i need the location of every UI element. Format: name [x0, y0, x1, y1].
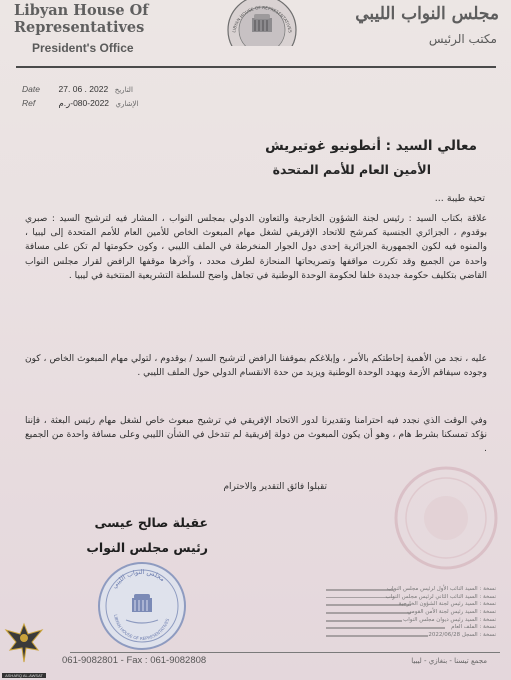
- watermark-caption: ASHARQ AL-AWSAT: [2, 673, 46, 678]
- office-name-ar: مكتب الرئيس: [428, 32, 497, 46]
- emblem-logo: [223, 0, 301, 46]
- faint-official-seal: [392, 464, 500, 572]
- header-divider: [16, 66, 496, 68]
- body-paragraph-1: علاقة بكتاب السيد : رئيس لجنة الشؤون الخارجية والتعاون الدولي بمجلس النواب ، المشار فيه لترشيح السيد : صبري بوقدوم ، الجزائري الجنسية كمرشح للاتحاد الإفريقي لشغل مهام المبعوث الخاص للأمين العام للأمم المتحدة إلى ليبيا ، والمنوه فيه لكون الجمهورية الجزائرية إحدى دول الجوار المنخرطة في الملف الليبي ، وكون حكومتها لم تكن على مسافة واحدة من الجميع وقد تكررت مواقفها وتصريحاتها المنحازة لطرف محدد ، وآخرها موقفها الرافض لقرار مجلس النواب القاضي بتكليف حكومة جديدة خلفا لحكومة الوحدة الوطنية في تجاهل واضح للسلطة التشريعية المنتخبة في ليبيا .: [25, 214, 487, 281]
- cc-line: [326, 632, 496, 640]
- cc-line: [326, 586, 496, 594]
- cc-line: [326, 624, 496, 632]
- svg-text:مجلس النواب الليبي: مجلس النواب الليبي: [110, 567, 167, 591]
- closing-line: تقبلوا فائق التقدير والاحترام: [223, 482, 327, 492]
- header-arabic: [329, 4, 499, 46]
- cc-line: [326, 617, 496, 625]
- cc-line-text: نسخة : السيد النائب الأول لرئيس مجلس النواب: [386, 586, 496, 592]
- eagle-icon: [2, 618, 46, 670]
- cc-line-text: نسخة : الملف العام: [451, 624, 496, 631]
- official-stamp: [96, 560, 188, 652]
- cc-line-rule: [326, 635, 428, 637]
- cc-line-text: نسخة : السيد رئيس لجنة الشؤون الخارجية: [398, 601, 496, 608]
- cc-line-text: نسخة : السيد النائب الثاني لرئيس مجلس النواب: [385, 593, 496, 600]
- addressee-prefix: معالي السيد :: [385, 138, 477, 154]
- ref-field: [22, 98, 138, 109]
- svg-text:LIBYAN HOUSE OF REPRESENTATIVE: LIBYAN HOUSE OF REPRESENTATIVES: [231, 4, 293, 34]
- cc-line-rule: [326, 620, 402, 622]
- office-name-en: President's Office: [32, 41, 134, 55]
- cc-line: [326, 609, 496, 617]
- addressee-name: أنطونيو غوتيريش: [265, 138, 381, 154]
- cc-line: [326, 594, 496, 602]
- cc-line: [326, 601, 496, 609]
- body-paragraph-2: عليه ، نجد من الأهمية إحاطتكم بالأمر ، وإبلاغكم بموقفنا الرافض لترشيح السيد / بوقدوم ، لتولي مهام المبعوث الخاص ، كون وجوده سيفاقم الأزمة ويهدد الوحدة الوطنية ويزيد من حدة الانقسام الدولي حول الملف الليبي .: [25, 354, 487, 379]
- addressee-line: [265, 138, 477, 154]
- date-label-ar: التاريخ: [114, 86, 133, 94]
- greeting: تحية طيبة ...: [434, 193, 485, 204]
- ref-label-en: Ref: [22, 98, 36, 108]
- body-paragraph-3: وفي الوقت الذي نجدد فيه احترامنا وتقديرنا لدور الاتحاد الإفريقي في ترشيح مبعوث خاص لشغل مهام رئيس البعثة ، فإننا نؤكد تمسكنا بشرط هام ، وهو أن يكون المبعوث من دولة إفريقية لم تتدخل في الشأن الليبي وعلى مسافة واحدة من الجميع .: [25, 416, 487, 455]
- signatory-name: عقيلة صالح عيسى: [94, 515, 208, 530]
- footer-phone-fax: 061-9082801 - Fax : 061-9082808: [62, 655, 207, 666]
- date-field: [22, 84, 133, 94]
- ref-label-ar: الإشاري: [115, 100, 139, 108]
- addressee-title: الأمين العام للأمم المتحدة: [272, 162, 431, 177]
- cc-line-rule: [326, 612, 411, 614]
- date-value: 2022 . 06 .27: [58, 84, 109, 94]
- date-label-en: Date: [22, 84, 40, 94]
- watermark-logo: [2, 618, 46, 678]
- cc-line-rule: [326, 589, 394, 591]
- cc-line-text: نسخة : السيد رئيس ديوان مجلس النواب: [403, 616, 496, 623]
- cc-line-text: نسخة : السجل 2022/06/28: [428, 632, 496, 639]
- header-english: [14, 2, 214, 55]
- ref-value: 2022-080-ر.م: [58, 98, 110, 108]
- footer-divider: [70, 652, 500, 653]
- cc-line-rule: [326, 597, 394, 599]
- org-name-en-line1: Libyan House Of: [14, 2, 149, 19]
- svg-text:LIBYAN HOUSE OF REPRESENTATIVE: LIBYAN HOUSE OF REPRESENTATIVES: [113, 614, 171, 642]
- cc-line-text: نسخة : السيد رئيس لجنة الأمن القومي: [407, 609, 496, 616]
- cc-list: [326, 586, 496, 640]
- org-name-ar: مجلس النواب الليبي: [355, 4, 499, 24]
- signatory-title: رئيس مجلس النواب: [86, 540, 208, 555]
- cc-line-rule: [326, 627, 445, 629]
- org-name-en-line2: Representatives: [14, 19, 145, 36]
- footer-address: مجمع تيسنا - بنغازي - ليبيا: [411, 657, 487, 665]
